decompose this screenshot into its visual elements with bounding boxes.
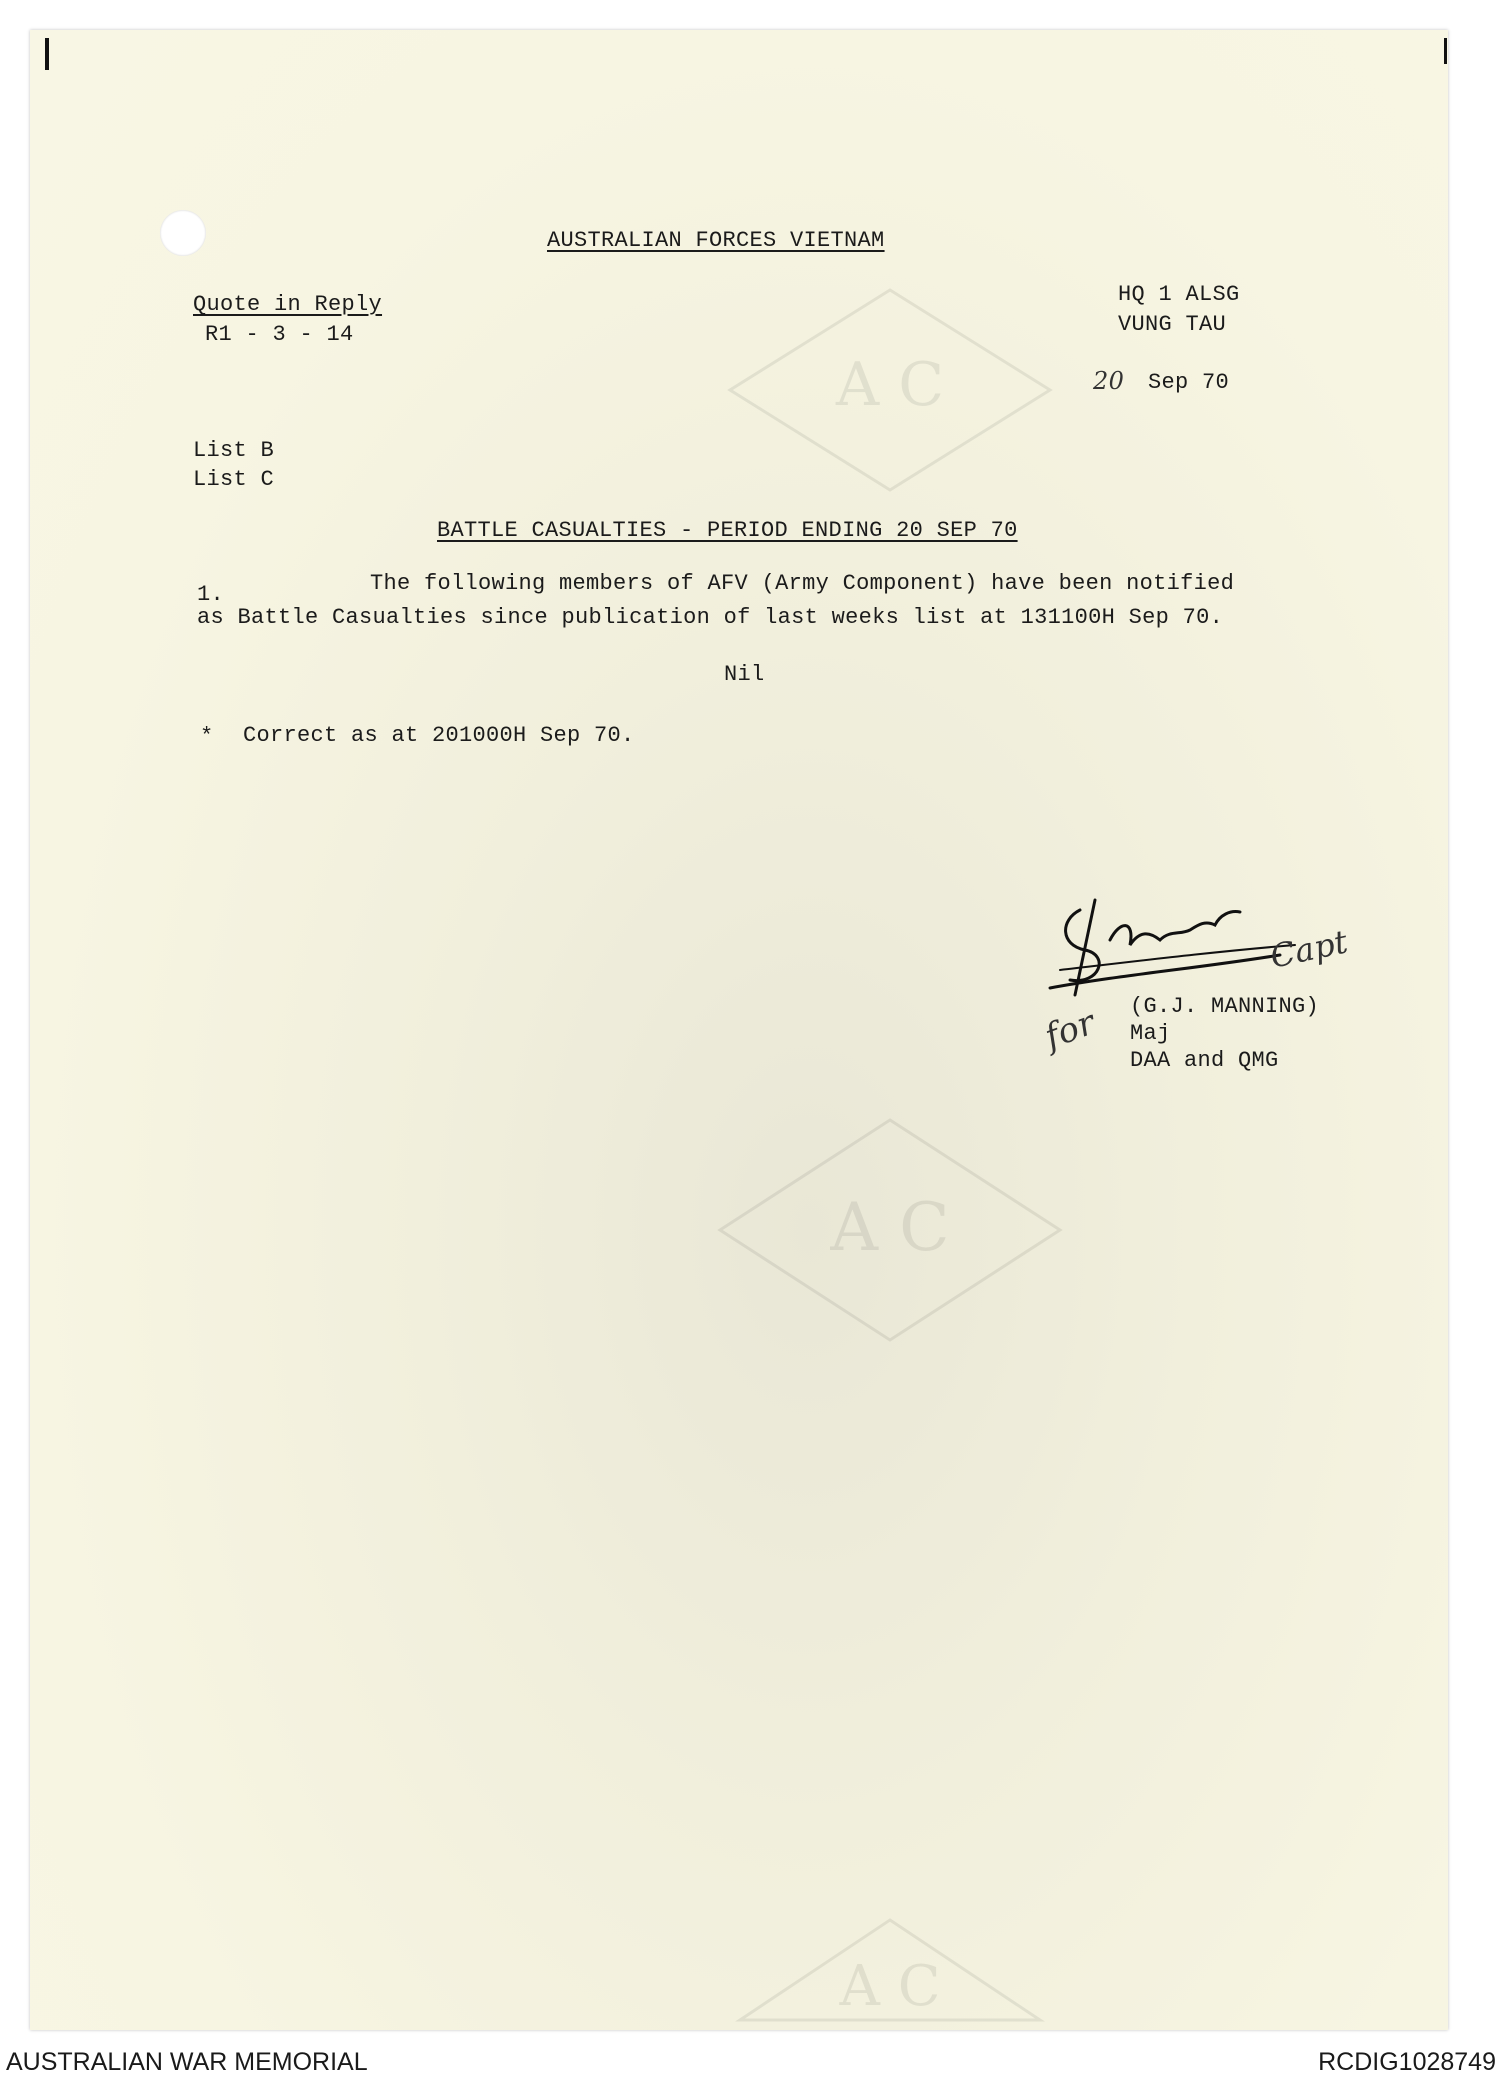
footer-record-id: RCDIG1028749 [1318, 2048, 1496, 2076]
date-handwritten: 20 [1093, 367, 1125, 395]
watermark-emboss-bottom [730, 1910, 1050, 2030]
quote-in-reply-label: Quote in Reply [193, 292, 383, 317]
svg-text:A C: A C [835, 350, 945, 420]
document-title: AUSTRALIAN FORCES VIETNAM [547, 228, 885, 253]
date-typed: Sep 70 [1148, 370, 1230, 395]
body-line-1: The following members of AFV (Army Component) have been notified [370, 571, 1235, 596]
signatory-rank: Maj [1130, 1021, 1171, 1046]
subject-heading: BATTLE CASUALTIES - PERIOD ENDING 20 SEP 70 [437, 518, 1018, 543]
result-nil: Nil [724, 662, 765, 687]
distribution-list-c: List C [193, 467, 275, 492]
punch-hole [160, 210, 206, 256]
correctness-note: Correct as at 201000H Sep 70. [243, 723, 635, 748]
watermark-emboss-middle [710, 1110, 1070, 1350]
unit-location: VUNG TAU [1118, 312, 1227, 337]
rank-handwritten: Capt [1266, 922, 1352, 976]
body-line-2: as Battle Casualties since publication of last weeks list at 131100H Sep 70. [197, 605, 1224, 630]
unit-name: HQ 1 ALSG [1118, 282, 1240, 307]
svg-text:A C: A C [830, 1189, 950, 1266]
svg-text:A C: A C [839, 1954, 941, 2019]
footer-archive-name: AUSTRALIAN WAR MEMORIAL [6, 2048, 368, 2076]
for-handwritten: for [1039, 1002, 1101, 1058]
watermark-emboss-top [720, 280, 1060, 500]
signatory-appointment: DAA and QMG [1130, 1048, 1279, 1073]
reference-number: R1 - 3 - 14 [205, 322, 354, 347]
distribution-list-b: List B [193, 438, 275, 463]
note-asterisk: * [200, 724, 214, 749]
paragraph-number: 1. [197, 582, 225, 607]
document-page [30, 30, 1448, 2030]
edge-mark-left [45, 38, 49, 70]
edge-mark-right [1444, 38, 1447, 64]
signatory-name: (G.J. MANNING) [1130, 994, 1320, 1019]
